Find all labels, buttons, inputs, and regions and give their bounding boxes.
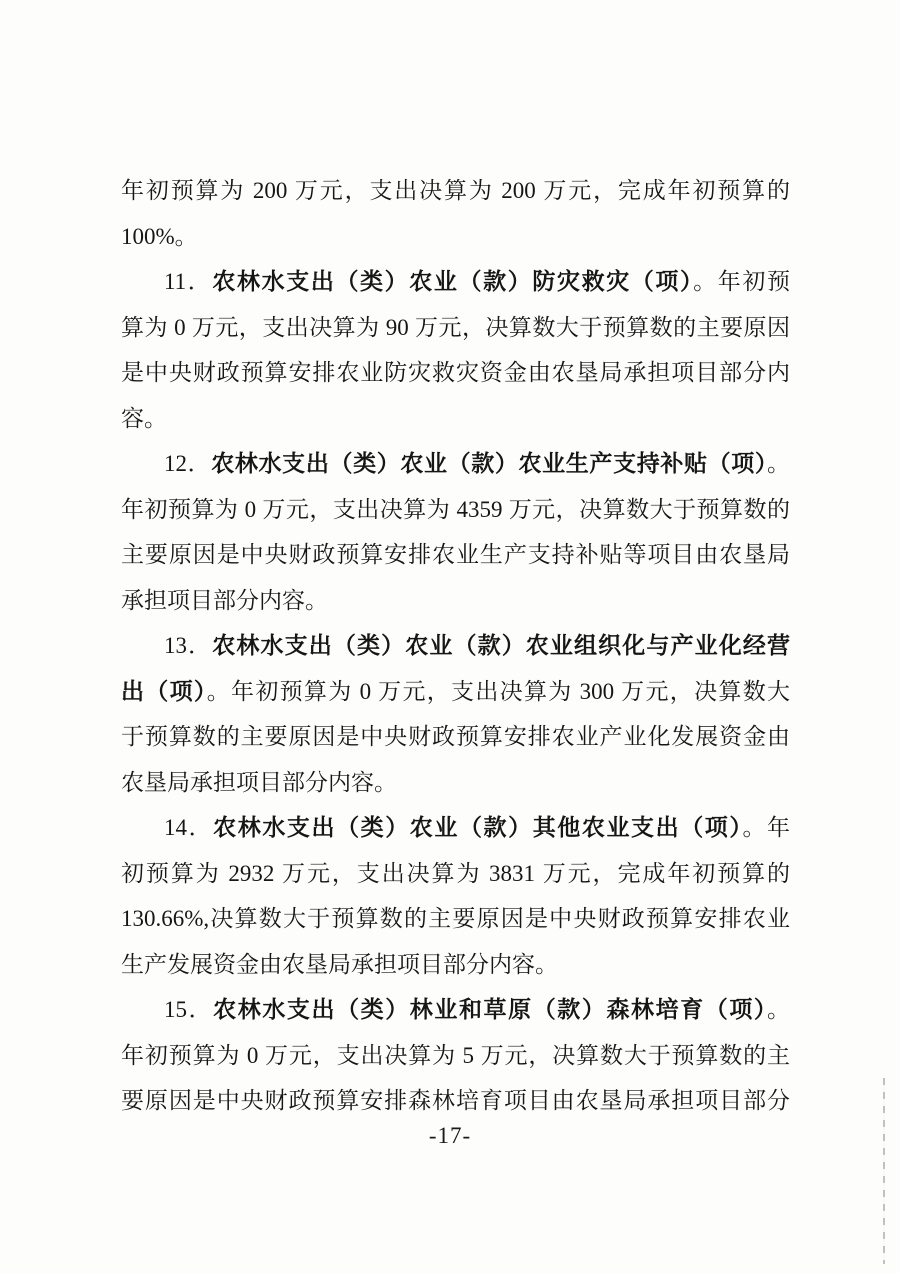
text-line [121, 1078, 790, 1124]
body-text-segment: 100%。 [121, 223, 198, 249]
body-text-segment: 。年 [742, 815, 791, 840]
page-number: -17- [428, 1123, 472, 1148]
text-line [121, 714, 790, 760]
text-line [121, 851, 790, 897]
body-text-segment: 13． [164, 633, 213, 658]
body-text-segment: 12． [164, 451, 212, 476]
text-line [121, 942, 790, 988]
body-text-segment: 主要原因是中央财政预算安排农业生产支持补贴等项目由农垦局 [121, 542, 790, 567]
body-text-segment: 14． [164, 815, 214, 840]
text-line [121, 578, 790, 624]
body-text-segment: 农垦局承担项目部分内容。 [121, 769, 397, 795]
paragraph-item-12 [121, 441, 790, 623]
text-line [121, 396, 790, 442]
heading-text-segment: 农林水支出（类）农业（款）其他农业支出（项） [213, 814, 743, 840]
heading-text-segment: 农林水支出（类）农业（款）防灾救灾（项） [212, 268, 694, 294]
text-line [121, 669, 790, 715]
text-line [121, 760, 790, 806]
body-text-segment: 年初预算为 0 万元，支出决算为 4359 万元，决算数大于预算数的 [121, 496, 790, 522]
text-line [121, 805, 790, 851]
body-text-segment: 是中央财政预算安排农业防灾救灾资金由农垦局承担项目部分内 [121, 360, 790, 385]
document-text [121, 168, 790, 1124]
body-text-segment: 11． [164, 269, 213, 294]
body-text-segment: 。 [767, 997, 791, 1022]
scan-edge-artifact [883, 1078, 885, 1264]
heading-text-segment: 农林水支出（类）农业（款）农业生产支持补贴（项） [211, 450, 768, 476]
body-text-segment: 15． [164, 997, 214, 1022]
text-line [121, 441, 790, 487]
paragraph-item-13 [121, 623, 790, 805]
body-text-segment: 容。 [121, 405, 167, 431]
body-text-segment: 年初预算为 0 万元，支出决算为 5 万元，决算数大于预算数的主 [121, 1042, 790, 1068]
body-text-segment: 。 [767, 451, 791, 476]
paragraph-item-10-continuation [121, 168, 790, 259]
body-text-segment: 算为 0 万元，支出决算为 90 万元，决算数大于预算数的主要原因 [121, 314, 790, 340]
text-line [121, 168, 790, 214]
heading-text-segment: 农林水支出（类）林业和草原（款）森林培育（项） [213, 996, 768, 1022]
body-text-segment: 130.66%,决算数大于预算数的主要原因是中央财政预算安排农业 [121, 906, 790, 931]
text-line [121, 1033, 790, 1079]
body-text-segment: 要原因是中央财政预算安排森林培育项目由农垦局承担项目部分 [121, 1088, 790, 1113]
paragraph-item-15 [121, 987, 790, 1124]
paragraph-item-11 [121, 259, 790, 441]
text-line [121, 532, 790, 578]
body-text-segment: 年初预算为 200 万元，支出决算为 200 万元，完成年初预算的 [121, 178, 790, 203]
text-line [121, 896, 790, 942]
body-text-segment: 承担项目部分内容。 [121, 587, 328, 613]
body-text-segment: 。年初预算为 0 万元，支出决算为 300 万元，决算数大 [206, 678, 791, 704]
text-line [121, 487, 790, 533]
body-text-segment: 。年初预 [693, 269, 790, 294]
text-line [121, 987, 790, 1033]
paragraph-item-14 [121, 805, 790, 987]
body-text-segment: 于预算数的主要原因是中央财政预算安排农业产业化发展资金由 [121, 724, 790, 749]
body-text-segment: 初预算为 2932 万元，支出决算为 3831 万元，完成年初预算的 [121, 860, 790, 886]
body-text-segment: 生产发展资金由农垦局承担项目部分内容。 [121, 951, 558, 977]
text-line [121, 623, 790, 669]
text-line [121, 259, 790, 305]
text-line [121, 350, 790, 396]
heading-text-segment: 农林水支出（类）农业（款）农业组织化与产业化经营 [212, 632, 791, 658]
text-line [121, 305, 790, 351]
heading-text-segment: 出（项） [121, 677, 207, 704]
text-line [121, 214, 790, 260]
